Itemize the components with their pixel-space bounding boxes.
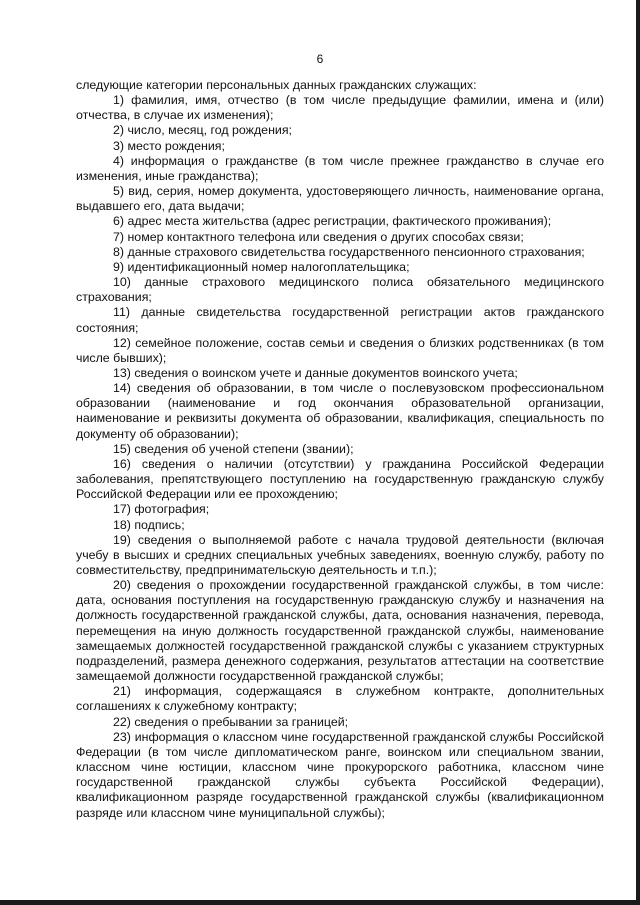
list-item: 18) подпись; <box>113 517 185 532</box>
list-item: 8) данные страхового свидетельства государственного пенсионного страхования; <box>113 244 585 259</box>
list-item: 15) сведения об ученой степени (звании); <box>113 441 354 456</box>
document-body <box>76 78 604 821</box>
scan-border-bottom <box>0 900 640 905</box>
list-item: 23) информация о классном чине государственной гражданской службы Российской Федерации (в том числе дипломатическом ранге, воинском или специальном звании, классном чине юстиции, классном чине прокурорского работника, классном чине государственной гражданской службы субъекта Российской Федерации), квалификационном разряде государственной гражданской службы (квалификационном разряде или классном чине муниципальной службы); <box>76 729 604 820</box>
list-item: 19) сведения о выполняемой работе с начала трудовой деятельности (включая учебу в высших и средних специальных учебных заведениях, военную службу, работу по совместительству, предпринимательскую деятельность и т.п.); <box>76 532 604 577</box>
list-item: 17) фотография; <box>113 502 210 517</box>
scan-border-right <box>636 0 640 905</box>
list-item: 2) число, месяц, год рождения; <box>113 123 292 138</box>
list-item: 13) сведения о воинском учете и данные документов воинского учета; <box>113 365 518 380</box>
list-item: 9) идентификационный номер налогоплательщика; <box>113 259 410 274</box>
list-item: 10) данные страхового медицинского полиса обязательного медицинского страхования; <box>76 275 604 305</box>
list-item: 5) вид, серия, номер документа, удостоверяющего личность, наименование органа, выдавшего его, дата выдачи; <box>76 184 604 214</box>
list-item: 12) семейное положение, состав семьи и сведения о близких родственниках (в том числе бывших); <box>76 335 604 365</box>
list-item: 21) информация, содержащаяся в служебном контракте, дополнительных соглашениях к служебному контракту; <box>76 684 604 714</box>
page-number: 6 <box>316 52 324 66</box>
intro-paragraph: следующие категории персональных данных гражданских служащих: <box>76 78 477 92</box>
list-item: 7) номер контактного телефона или сведения о других способах связи; <box>113 229 524 244</box>
list-item: 11) данные свидетельства государственной регистрации актов гражданского состояния; <box>76 305 604 335</box>
list-item: 14) сведения об образовании, в том числе о послевузовском профессиональном образовании (наименование и год окончания образовательной организации, наименование и реквизиты документа об образовании, квалификация, специальность по документу об образовании); <box>76 381 604 441</box>
list-item: 22) сведения о пребывании за границей; <box>113 714 349 729</box>
list-item: 16) сведения о наличии (отсутствии) у гражданина Российской Федерации заболевания, препятствующего поступлению на государственную гражданскую службу Российской Федерации или ее прохождению; <box>76 456 604 502</box>
list-item: 1) фамилия, имя, отчество (в том числе предыдущие фамилии, имена и (или) отчества, в случае их изменения); <box>76 93 604 123</box>
list-item: 3) место рождения; <box>113 138 225 153</box>
list-item: 20) сведения о прохождении государственной гражданской службы, в том числе: дата, основания поступления на государственную гражданскую службу и назначения на должность государственной гражданской службы, дата, основания назначения, перевода, перемещения на иную должность государственной гражданской службы, наименование замещаемых должностей государственной гражданской службы с указанием структурных подразделений, размера денежного содержания, результатов аттестации на соответствие замещаемой должности государственной гражданской службы; <box>76 578 604 684</box>
list-item: 6) адрес места жительства (адрес регистрации, фактического проживания); <box>113 214 552 229</box>
list-item: 4) информация о гражданстве (в том числе прежнее гражданство в случае его изменения, иные гражданства); <box>76 153 604 183</box>
